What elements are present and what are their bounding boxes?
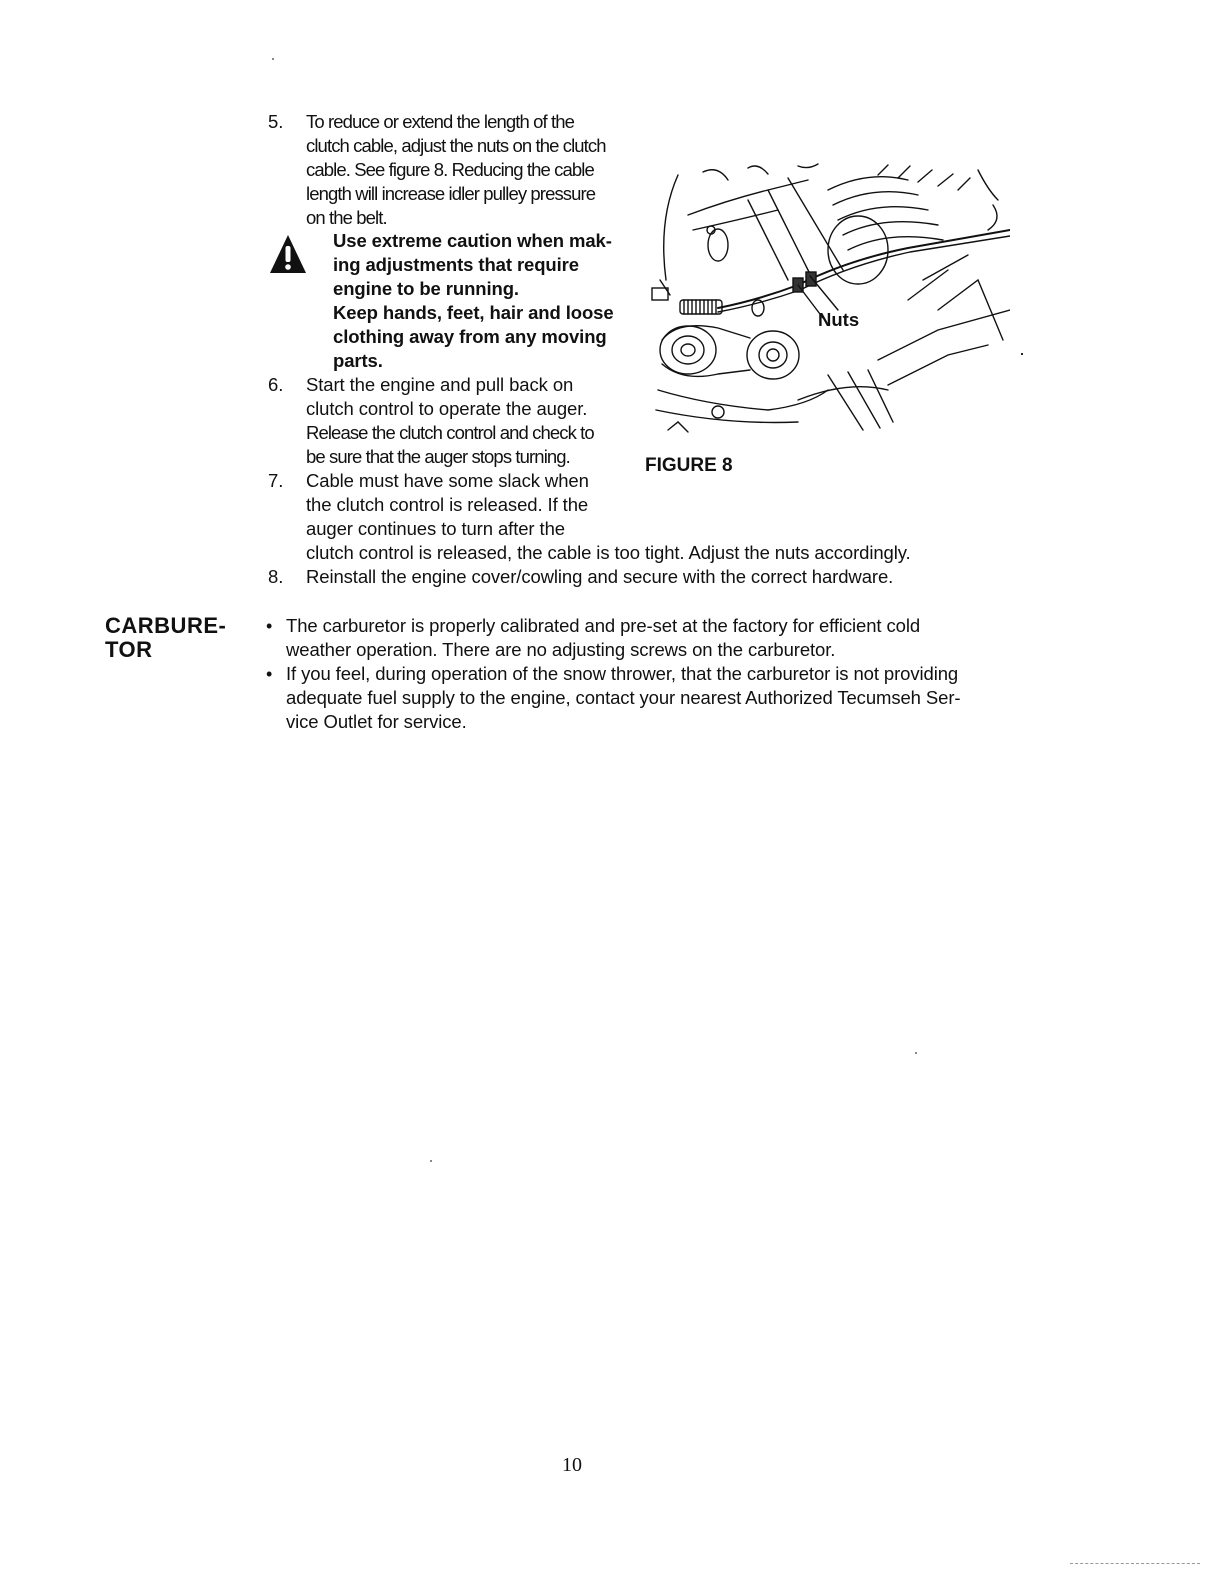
step-5-line: length will increase idler pulley pressure (306, 183, 596, 204)
bullet-marker: • (266, 616, 273, 636)
step-8-text (306, 565, 893, 589)
step-6-text (306, 373, 594, 469)
page-number: 10 (562, 1454, 582, 1476)
warning-line: engine to be running. (333, 278, 519, 299)
step-5-line: To reduce or extend the length of the (306, 111, 575, 132)
scan-speck (272, 58, 274, 60)
warning-line: clothing away from any moving (333, 326, 607, 347)
bullet-marker: • (266, 664, 273, 684)
step-5-line: cable. See figure 8. Reducing the cable (306, 159, 594, 180)
carburetor-heading (105, 614, 226, 662)
scan-artifact-line (1070, 1563, 1200, 1564)
step-5-line: on the belt. (306, 207, 387, 228)
step-5-text (306, 110, 606, 230)
warning-triangle-icon (268, 232, 308, 281)
step-6-line: be sure that the auger stops turning. (306, 446, 570, 467)
carburetor-bullet-1 (286, 614, 920, 662)
step-7-line: the clutch control is released. If the (306, 494, 589, 515)
step-7-line: Cable must have some slack when (306, 470, 589, 491)
scan-speck (1021, 353, 1023, 355)
warning-line: Use extreme caution when mak- (333, 230, 612, 251)
bullet-line: vice Outlet for service. (286, 711, 467, 732)
step-8-number: 8. (268, 566, 284, 587)
step-7-line: auger continues to turn after the (306, 518, 565, 539)
warning-line: ing adjustments that require (333, 254, 579, 275)
figure-8-callout-label: Nuts (818, 309, 860, 330)
warning-line: Keep hands, feet, hair and loose (333, 302, 614, 323)
step-6-number: 6. (268, 374, 284, 395)
warning-text (333, 229, 614, 373)
carburetor-heading-line: TOR (105, 637, 153, 662)
step-7-line: clutch control is released, the cable is too tight. Adjust the nuts accordingly. (306, 542, 911, 563)
warning-line: parts. (333, 350, 383, 371)
step-7-text (306, 469, 911, 565)
bullet-line: If you feel, during operation of the snow thrower, that the carburetor is not providing (286, 663, 959, 684)
bullet-line: The carburetor is properly calibrated and pre-set at the factory for efficient cold (286, 615, 921, 636)
figure-8-illustration (648, 160, 1010, 440)
step-6-line: Start the engine and pull back on (306, 374, 574, 395)
step-8-line: Reinstall the engine cover/cowling and secure with the correct hardware. (306, 566, 894, 587)
scan-speck (430, 1160, 432, 1162)
figure-8-caption: FIGURE 8 (645, 455, 733, 476)
step-6-line: clutch control to operate the auger. (306, 398, 588, 419)
carburetor-heading-line: CARBURE- (105, 613, 227, 638)
carburetor-bullet-2 (286, 662, 960, 734)
step-5-line: clutch cable, adjust the nuts on the clutch (306, 135, 606, 156)
bullet-line: weather operation. There are no adjusting screws on the carburetor. (286, 639, 836, 660)
step-5-number: 5. (268, 111, 284, 132)
bullet-line: adequate fuel supply to the engine, contact your nearest Authorized Tecumseh Ser- (286, 687, 961, 708)
step-7-number: 7. (268, 470, 284, 491)
scan-speck (915, 1052, 917, 1054)
step-6-line: Release the clutch control and check to (306, 422, 594, 443)
